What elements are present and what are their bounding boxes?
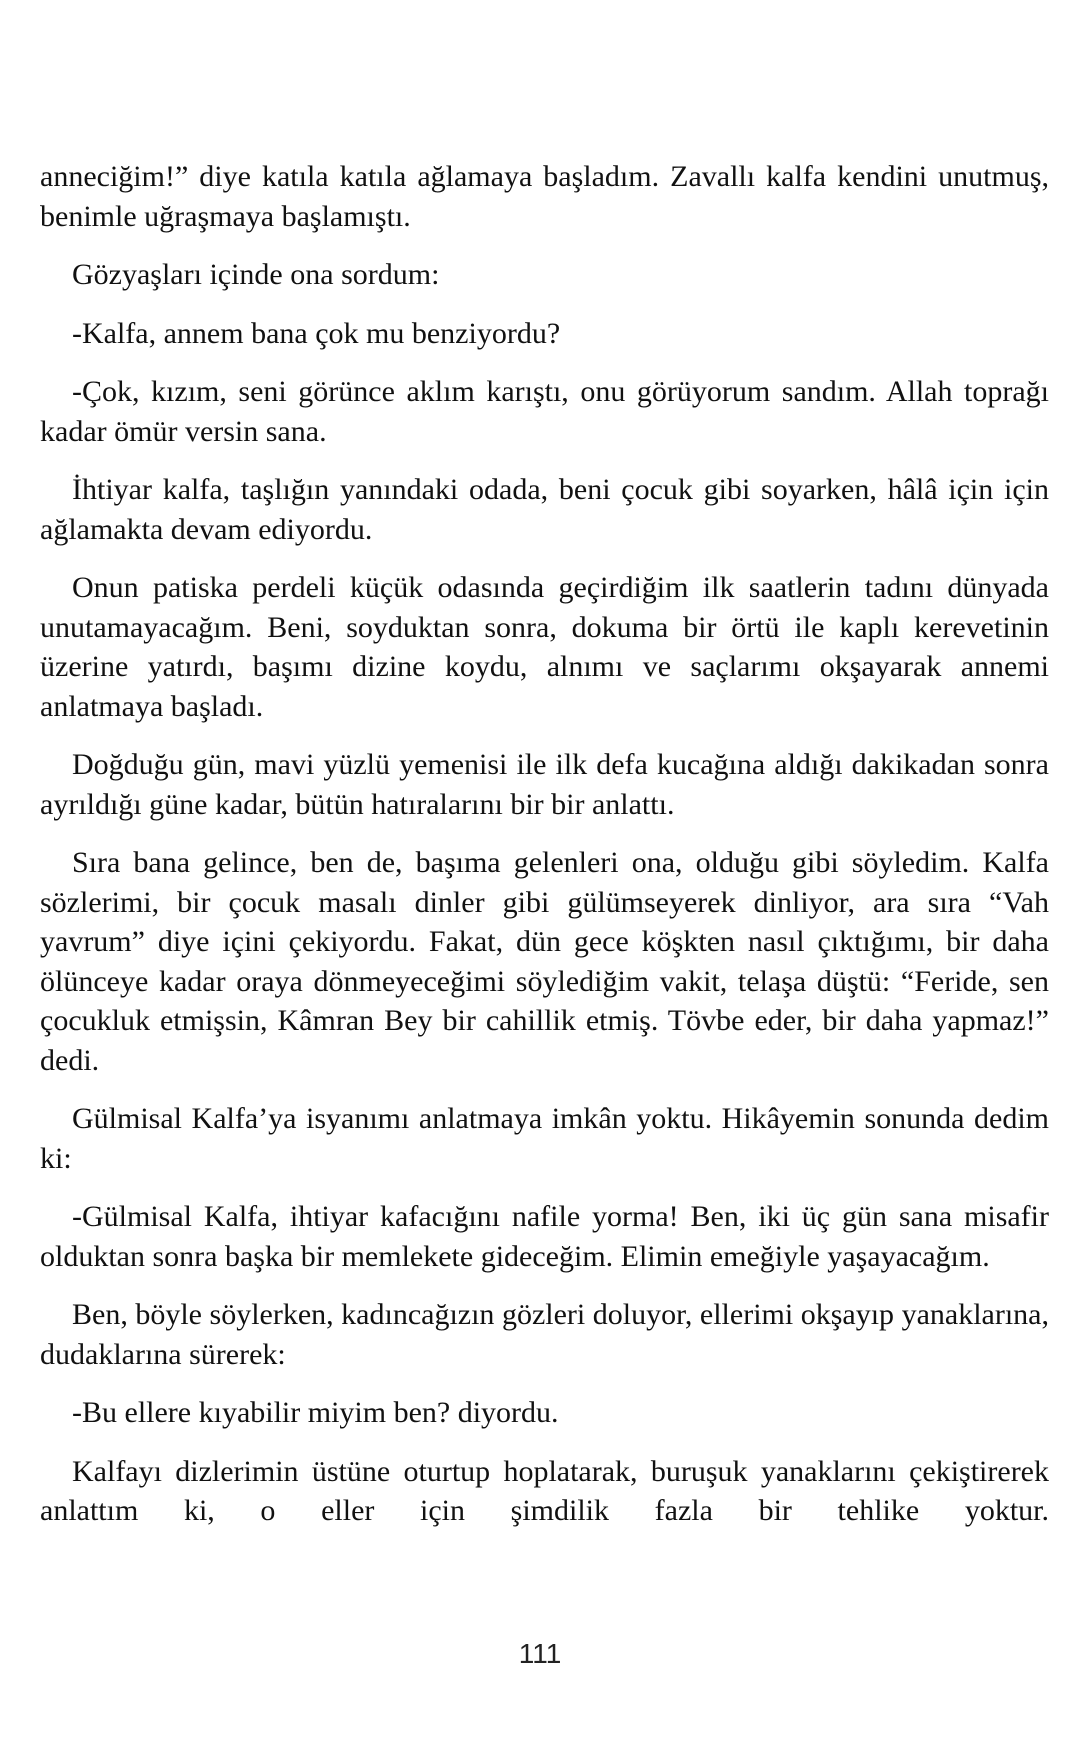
paragraph: -Kalfa, annem bana çok mu benziyordu? bbox=[72, 316, 561, 350]
paragraph: Ben, böyle söylerken, kadıncağızın gözleri doluyor, ellerimi okşayıp yanaklarına, dudaklarına sürerek: bbox=[40, 1298, 1049, 1371]
paragraph: Sıra bana gelince, ben de, başıma gelenleri ona, olduğu gibi söyledim. Kalfa sözlerimi, bir çocuk masalı dinler gibi gülümseyerek dinliyor, ara sıra “Vah yavrum” diye içini çekiyordu. Fakat, dün gece köşkten nasıl çıktığımı, bir daha ölünceye kadar oraya dönmeyeceğimi söylediğim vakit, telaşa düştü: “Feride, sen çocukluk etmişsin, Kâmran Bey bir cahillik etmiş. Tövbe eder, bir daha yapmaz!” dedi. bbox=[40, 846, 1049, 1077]
paragraph: Doğduğu gün, mavi yüzlü yemenisi ile ilk defa kucağına aldığı dakikadan sonra ayrıldığı güne kadar, bütün hatıralarını bir bir anlattı. bbox=[40, 748, 1049, 821]
page-number: 111 bbox=[518, 1638, 562, 1669]
paragraph: Gözyaşları içinde ona sordum: bbox=[72, 258, 440, 291]
paragraph: Onun patiska perdeli küçük odasında geçirdiğim ilk saatlerin tadını dünyada unutamayacağım. Beni, soyduktan sonra, dokuma bir örtü ile kaplı kerevetinin üzerine yatırdı, başımı dizine koydu, alnımı ve saçlarımı okşayarak annemi anlatmaya başladı. bbox=[40, 571, 1049, 723]
paragraph: Gülmisal Kalfa’ya isyanımı anlatmaya imkân yoktu. Hikâyemin sonunda dedim ki: bbox=[40, 1102, 1049, 1175]
paragraph: anneciğim!” diye katıla katıla ağlamaya başladım. Zavallı kalfa kendini unutmuş, benimle uğraşmaya başlamıştı. bbox=[40, 160, 1049, 233]
paragraph: -Gülmisal Kalfa, ihtiyar kafacığını nafile yorma! Ben, iki üç gün sana misafir olduktan sonra başka bir memlekete gideceğim. Elimin emeğiyle yaşayacağım. bbox=[40, 1200, 1049, 1273]
page-body-text bbox=[40, 157, 1049, 1550]
paragraph: İhtiyar kalfa, taşlığın yanındaki odada, beni çocuk gibi soyarken, hâlâ için için ağlamakta devam ediyordu. bbox=[40, 473, 1049, 546]
paragraph: Kalfayı dizlerimin üstüne oturtup hoplatarak, buruşuk yanaklarını çekiştirerek anlattım ki, o eller için şimdilik fazla bir tehlike yoktur. bbox=[40, 1454, 1049, 1527]
paragraph: -Bu ellere kıyabilir miyim ben? diyordu. bbox=[72, 1396, 559, 1429]
paragraph: -Çok, kızım, seni görünce aklım karıştı, onu görüyorum sandım. Allah toprağı kadar ömür versin sana. bbox=[40, 375, 1049, 448]
